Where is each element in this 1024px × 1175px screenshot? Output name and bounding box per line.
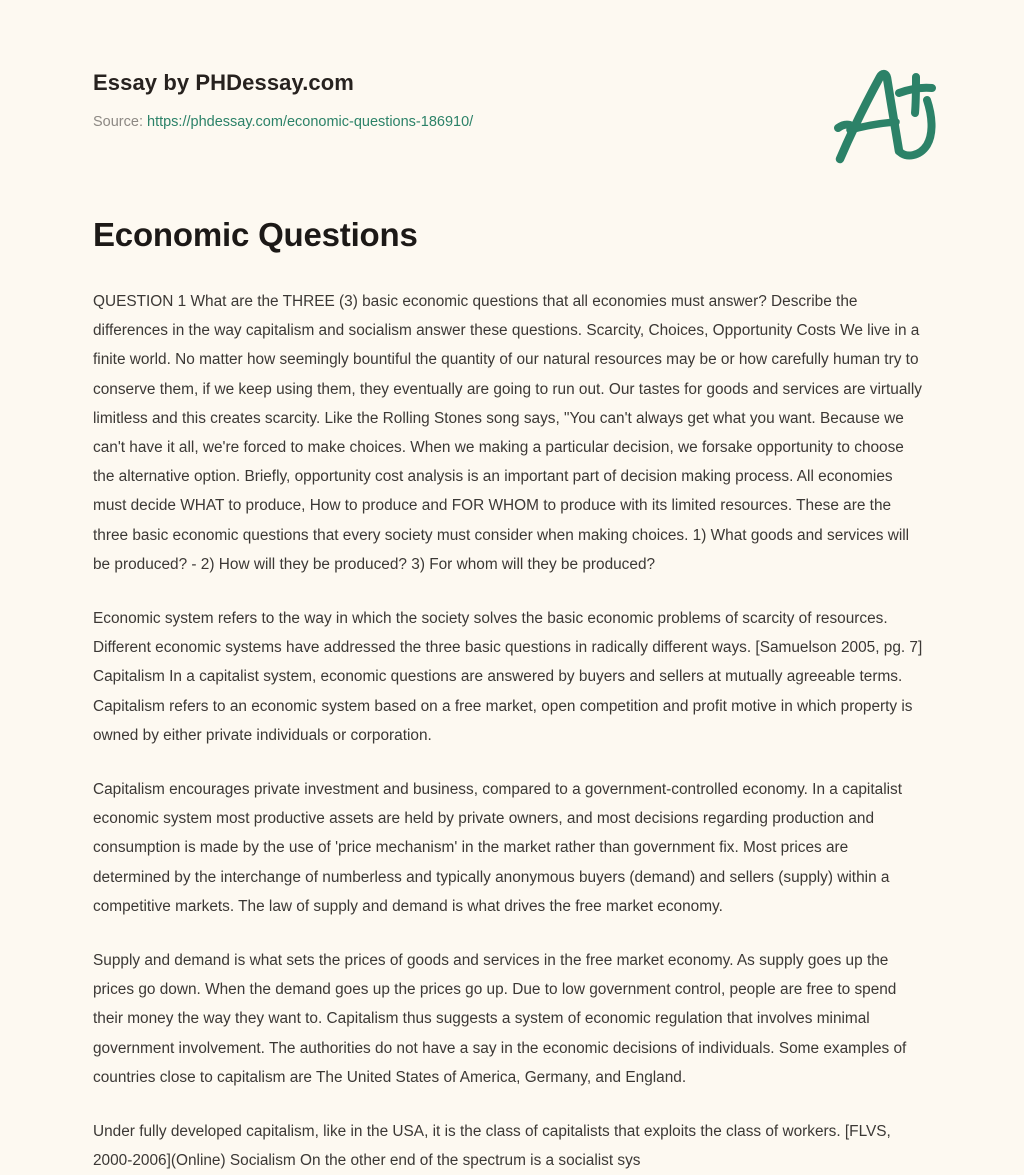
page-title: Economic Questions bbox=[93, 216, 418, 253]
brand-title: Essay by PHDessay.com bbox=[93, 70, 354, 95]
document-header bbox=[93, 70, 793, 132]
source-line bbox=[93, 113, 793, 132]
document-body bbox=[93, 287, 929, 1175]
paragraph: QUESTION 1 What are the THREE (3) basic economic questions that all economies must answer? Describe the differences in the way capitalism and socialism answer these questions. Scarcity, Choices, Opportunity Costs We live in a finite world. No matter how seemingly bountiful the quantity of our natural resources may be or how carefully human try to conserve them, if we keep using them, they eventually are going to run out. Our tastes for goods and services are virtually limitless and this creates scarcity. Like the Rolling Stones song says, "You can't always get what you want. Because we can't have it all, we're forced to make choices. When we making a particular decision, we forsake opportunity to choose the alternative option. Briefly, opportunity cost analysis is an important part of decision making process. All economies must decide WHAT to produce, How to produce and FOR WHOM to produce with its limited resources. These are the three basic economic questions that every society must consider when making choices. 1) What goods and services will be produced? - 2) How will they be produced? 3) For whom will they be produced? bbox=[93, 293, 922, 573]
paragraph: Under fully developed capitalism, like in the USA, it is the class of capitalists that exploits the class of workers. [FLVS, 2000-2006](Online) Socialism On the other end of the spectrum is a socialist sys bbox=[93, 1123, 891, 1170]
paragraph: Economic system refers to the way in which the society solves the basic economic problems of scarcity of resources. Different economic systems have addressed the three basic questions in radically different ways. [Samuelson 2005, pg. 7] Capitalism In a capitalist system, economic questions are answered by buyers and sellers at mutually agreeable terms. Capitalism refers to an economic system based on a free market, open competition and profit motive in which property is owned by either private individuals or corporation. bbox=[93, 610, 923, 744]
paragraph: Capitalism encourages private investment and business, compared to a government-controlled economy. In a capitalist economic system most productive assets are held by private owners, and most decisions regarding production and consumption is made by the use of 'price mechanism' in the market rather than government fix. Most prices are determined by the interchange of numberless and typically anonymous buyers (demand) and sellers (supply) within a competitive markets. The law of supply and demand is what drives the free market economy. bbox=[93, 781, 902, 915]
a-plus-logo bbox=[826, 55, 946, 170]
source-url-link[interactable]: https://phdessay.com/economic-questions-186910/ bbox=[147, 114, 474, 131]
source-label: Source: bbox=[93, 114, 147, 131]
paragraph: Supply and demand is what sets the prices of goods and services in the free market economy. As supply goes up the prices go down. When the demand goes up the prices go up. Due to low government control, people are free to spend their money the way they want to. Capitalism thus suggests a system of economic regulation that involves minimal government involvement. The authorities do not have a say in the economic decisions of individuals. Some examples of countries close to capitalism are The United States of America, Germany, and England. bbox=[93, 952, 907, 1086]
